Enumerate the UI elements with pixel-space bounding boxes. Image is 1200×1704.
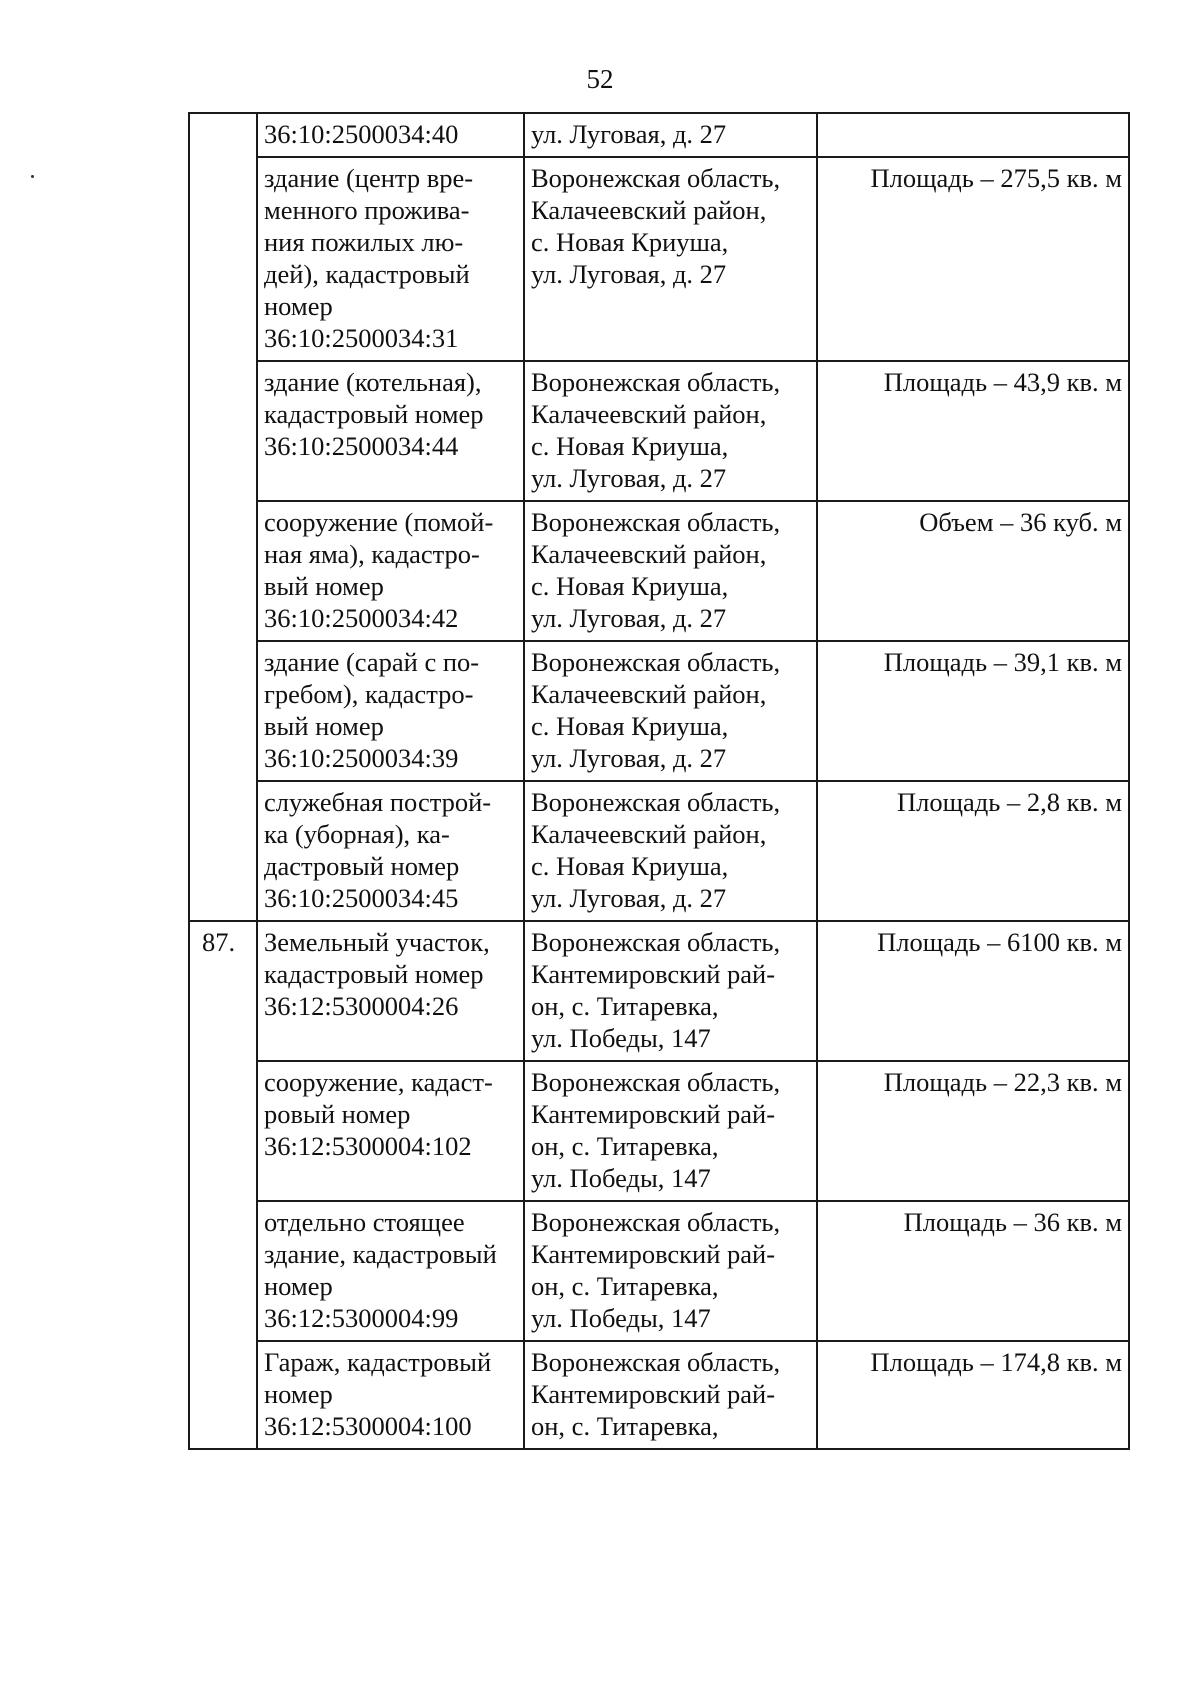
address-cell: Воронежская область, Кантемировский рай- он, с. Титаревка,	[524, 1341, 817, 1449]
object-cell: здание (центр вре- менного прожива- ния пожилых лю- дей), кадастровый номер 36:10:2500034:31	[257, 157, 524, 361]
property-table	[188, 112, 1130, 1450]
row-number-cell	[189, 1061, 257, 1201]
characteristic-cell: Площадь – 174,8 кв. м	[817, 1341, 1129, 1449]
row-number-cell	[189, 157, 257, 361]
table-row	[189, 921, 1129, 1061]
characteristic-cell: Площадь – 6100 кв. м	[817, 921, 1129, 1061]
row-number-cell	[189, 1341, 257, 1449]
row-number-cell	[189, 501, 257, 641]
table-row	[189, 501, 1129, 641]
address-cell: Воронежская область, Калачеевский район, с. Новая Криуша, ул. Луговая, д. 27	[524, 157, 817, 361]
address-cell: Воронежская область, Кантемировский рай- он, с. Титаревка, ул. Победы, 147	[524, 921, 817, 1061]
address-cell: Воронежская область, Кантемировский рай- он, с. Титаревка, ул. Победы, 147	[524, 1201, 817, 1341]
page-number: 52	[586, 64, 614, 94]
table-row	[189, 1201, 1129, 1341]
address-cell: ул. Луговая, д. 27	[524, 113, 817, 157]
object-cell: Земельный участок, кадастровый номер 36:12:5300004:26	[257, 921, 524, 1061]
characteristic-cell: Площадь – 36 кв. м	[817, 1201, 1129, 1341]
address-cell: Воронежская область, Калачеевский район, с. Новая Криуша, ул. Луговая, д. 27	[524, 361, 817, 501]
object-cell: 36:10:2500034:40	[257, 113, 524, 157]
row-number-cell	[189, 113, 257, 157]
characteristic-cell: Площадь – 22,3 кв. м	[817, 1061, 1129, 1201]
object-cell: служебная построй- ка (уборная), ка- дастровый номер 36:10:2500034:45	[257, 781, 524, 921]
table-row	[189, 1341, 1129, 1449]
table-row	[189, 361, 1129, 501]
row-number-cell	[189, 781, 257, 921]
scan-speck	[31, 175, 34, 178]
characteristic-cell: Площадь – 275,5 кв. м	[817, 157, 1129, 361]
object-cell: сооружение (помой- ная яма), кадастро- вый номер 36:10:2500034:42	[257, 501, 524, 641]
object-cell: сооружение, кадаст- ровый номер 36:12:5300004:102	[257, 1061, 524, 1201]
characteristic-cell: Площадь – 2,8 кв. м	[817, 781, 1129, 921]
object-cell: здание (котельная), кадастровый номер 36:10:2500034:44	[257, 361, 524, 501]
address-cell: Воронежская область, Калачеевский район, с. Новая Криуша, ул. Луговая, д. 27	[524, 641, 817, 781]
characteristic-cell: Площадь – 39,1 кв. м	[817, 641, 1129, 781]
table-row	[189, 641, 1129, 781]
row-number-cell	[189, 1201, 257, 1341]
row-number-cell	[189, 361, 257, 501]
object-cell: отдельно стоящее здание, кадастровый номер 36:12:5300004:99	[257, 1201, 524, 1341]
characteristic-cell	[817, 113, 1129, 157]
object-cell: Гараж, кадастровый номер 36:12:5300004:100	[257, 1341, 524, 1449]
address-cell: Воронежская область, Калачеевский район, с. Новая Криуша, ул. Луговая, д. 27	[524, 781, 817, 921]
table-row	[189, 113, 1129, 157]
characteristic-cell: Объем – 36 куб. м	[817, 501, 1129, 641]
address-cell: Воронежская область, Калачеевский район, с. Новая Криуша, ул. Луговая, д. 27	[524, 501, 817, 641]
characteristic-cell: Площадь – 43,9 кв. м	[817, 361, 1129, 501]
address-cell: Воронежская область, Кантемировский рай- он, с. Титаревка, ул. Победы, 147	[524, 1061, 817, 1201]
row-number-cell	[189, 641, 257, 781]
table-row	[189, 781, 1129, 921]
table-row	[189, 157, 1129, 361]
table-row	[189, 1061, 1129, 1201]
row-number-cell: 87.	[189, 921, 257, 1061]
object-cell: здание (сарай с по- гребом), кадастро- вый номер 36:10:2500034:39	[257, 641, 524, 781]
